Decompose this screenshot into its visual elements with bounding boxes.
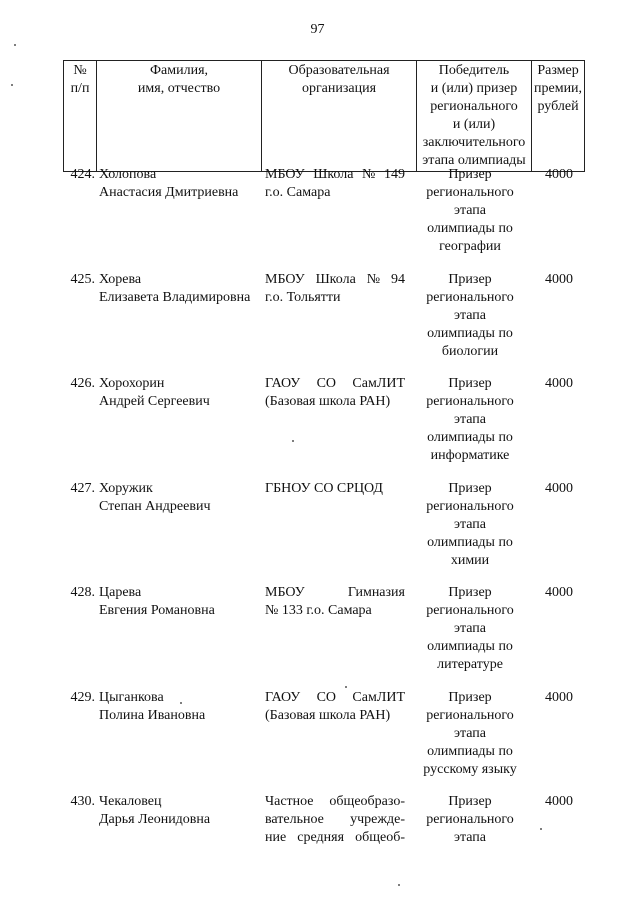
person-name <box>99 689 265 725</box>
person-name <box>99 480 265 516</box>
winner-status-line: регионального <box>426 498 514 514</box>
organization-line <box>265 793 405 811</box>
organization-word: № <box>362 167 376 182</box>
person-name-line: Андрей Сергеевич <box>99 394 210 409</box>
winner-status-line: биологии <box>441 343 499 359</box>
person-name-line: Хорева <box>99 271 142 287</box>
winner-status-line: Призер <box>448 794 492 809</box>
person-name-line: Цыганкова <box>99 689 164 705</box>
winner-status-line: этапа <box>453 621 487 636</box>
organization-word: СО <box>316 689 337 705</box>
winner-status-line: олимпиады по <box>427 430 513 445</box>
organization-word: средняя <box>297 830 345 845</box>
person-name <box>99 271 265 307</box>
organization-word: (Базовая школа РАН) <box>265 394 391 409</box>
winner-status-line: Призер <box>448 585 492 600</box>
table-header <box>63 60 585 172</box>
person-name-line: Чекаловец <box>99 794 162 809</box>
scan-speck <box>180 702 182 704</box>
winner-status <box>411 793 529 847</box>
person-name-line: Дарья Леонидовна <box>99 812 211 827</box>
header-org-line: Образовательная <box>288 63 390 78</box>
header-prize-line: Размер <box>537 63 579 78</box>
row-number: 427. <box>70 480 95 496</box>
person-name-line: Холопова <box>99 167 157 182</box>
winner-status-line: Призер <box>448 376 492 391</box>
winner-status-line: регионального <box>426 707 514 723</box>
winner-status <box>411 166 529 256</box>
winner-status-line: регионального <box>426 812 514 827</box>
organization <box>265 689 405 725</box>
person-name <box>99 375 265 411</box>
organization-word: общеоб- <box>355 830 405 845</box>
table-row <box>63 689 588 794</box>
organization-word: вательное <box>265 812 324 827</box>
person-name-line: Полина Ивановна <box>99 707 206 723</box>
header-winner-line: этапа олимпиады <box>422 153 526 168</box>
organization <box>265 793 405 847</box>
table-row <box>63 166 588 271</box>
winner-status-line: этапа <box>453 412 487 427</box>
winner-status-line: информатике <box>430 448 510 463</box>
table-row <box>63 375 588 480</box>
organization-line <box>265 184 405 202</box>
winner-status-line: химии <box>450 552 490 568</box>
header-name-cell <box>97 61 262 172</box>
winner-status-line: географии <box>439 239 501 254</box>
scan-speck <box>11 84 13 86</box>
header-prize-line: рублей <box>537 99 579 114</box>
organization-word: СО <box>316 376 337 391</box>
organization-word: ние <box>265 830 287 845</box>
prize-amount: 4000 <box>545 167 573 182</box>
winner-status <box>411 689 529 779</box>
organization-line <box>265 375 405 393</box>
person-name-line: Евгения Романовна <box>99 603 215 618</box>
winner-status-line: олимпиады по <box>427 639 513 654</box>
organization-word: МБОУ <box>265 167 305 182</box>
row-number: 425. <box>70 271 95 287</box>
organization <box>265 584 405 620</box>
header-org-line: организация <box>301 81 377 96</box>
organization <box>265 375 405 411</box>
winner-status-line: олимпиады по <box>427 534 513 550</box>
organization-word: № <box>366 271 381 287</box>
organization-word: Частное <box>265 794 314 809</box>
organization <box>265 271 405 307</box>
person-name <box>99 793 265 829</box>
winner-status-line: Призер <box>448 167 492 182</box>
organization-word: 149 <box>383 167 405 182</box>
organization-line <box>265 602 405 620</box>
prize-amount: 4000 <box>545 480 573 496</box>
winner-status <box>411 584 529 674</box>
organization-line <box>265 480 405 498</box>
organization-line <box>265 689 405 707</box>
table-row <box>63 480 588 585</box>
organization-word: ГАОУ <box>265 376 301 391</box>
header-winner-line: заключительного <box>422 135 526 150</box>
winner-status-line: олимпиады по <box>427 221 513 236</box>
winner-status-line: регионального <box>426 185 514 200</box>
winner-status-line: Призер <box>448 271 492 287</box>
header-winner-line: и (или) <box>452 117 496 132</box>
winner-status-line: олимпиады по <box>427 325 513 341</box>
header-num-line: № <box>73 63 87 78</box>
row-number: 424. <box>70 167 95 182</box>
page-number: 97 <box>310 22 325 37</box>
prize-amount: 4000 <box>545 585 573 600</box>
header-winner-line: и (или) призер <box>430 81 518 96</box>
winner-status-line: Призер <box>448 480 492 496</box>
organization-line <box>265 289 405 307</box>
organization-word: г.о. Самара <box>265 185 331 200</box>
scan-speck <box>398 884 400 886</box>
person-name <box>99 584 265 620</box>
table-body <box>63 166 588 898</box>
winner-status-line: этапа <box>453 725 487 741</box>
winner-status <box>411 375 529 465</box>
organization <box>265 166 405 202</box>
winner-status-line: этапа <box>453 307 487 323</box>
scan-speck <box>345 686 347 688</box>
organization-word: ГБНОУ СО СРЦОД <box>265 480 383 496</box>
organization-word: 94 <box>391 271 405 287</box>
organization-line <box>265 829 405 847</box>
organization-line <box>265 271 405 289</box>
winner-status-line: регионального <box>426 289 514 305</box>
organization-word: МБОУ <box>265 271 305 287</box>
organization-word: СамЛИТ <box>352 376 405 391</box>
winner-status-line: олимпиады по <box>427 743 513 759</box>
prize-amount: 4000 <box>545 794 573 809</box>
scan-speck <box>292 440 294 442</box>
organization-line <box>265 393 405 411</box>
organization-line <box>265 584 405 602</box>
organization-word: № 133 г.о. Самара <box>265 603 372 618</box>
organization-word: Гимназия <box>347 585 405 600</box>
scan-speck <box>540 828 542 830</box>
person-name-line: Царева <box>99 585 142 600</box>
scan-speck <box>14 44 16 46</box>
table-row <box>63 584 588 689</box>
header-prize-line: премии, <box>534 81 583 96</box>
header-name-line: имя, отчество <box>137 81 221 96</box>
organization-word: МБОУ <box>265 585 305 600</box>
header-winner-line: Победитель <box>438 63 510 78</box>
winner-status-line: русскому языку <box>423 761 517 777</box>
winner-status <box>411 271 529 361</box>
person-name-line: Елизавета Владимировна <box>99 289 251 305</box>
header-num-cell <box>64 61 97 172</box>
person-name-line: Хорохорин <box>99 376 165 391</box>
prize-amount: 4000 <box>545 689 573 705</box>
row-number: 429. <box>70 689 95 705</box>
header-num-line: п/п <box>70 81 90 96</box>
header-name-line: Фамилия, <box>149 63 209 78</box>
header-winner-cell <box>417 61 532 172</box>
person-name-line: Хоружик <box>99 480 153 496</box>
person-name-line: Степан Андреевич <box>99 498 211 514</box>
organization-line <box>265 811 405 829</box>
winner-status-line: этапа <box>453 830 487 845</box>
winner-status-line: этапа <box>453 516 487 532</box>
winner-status-line: этапа <box>453 203 487 218</box>
table-row <box>63 271 588 376</box>
winner-status-line: литературе <box>437 657 503 672</box>
header-prize-cell <box>532 61 585 172</box>
winner-status-line: регионального <box>426 603 514 618</box>
organization-word: учрежде- <box>350 812 405 827</box>
organization-word: СамЛИТ <box>352 689 405 705</box>
organization-word: Школа <box>315 271 356 287</box>
table-row <box>63 793 588 898</box>
row-number: 428. <box>70 585 95 600</box>
header-winner-line: регионального <box>430 99 518 114</box>
organization-word: общеобразо- <box>329 794 405 809</box>
organization-word: Школа <box>313 167 354 182</box>
organization-line <box>265 166 405 184</box>
row-number: 426. <box>70 376 95 391</box>
winner-status <box>411 480 529 570</box>
prize-amount: 4000 <box>545 376 573 391</box>
person-name <box>99 166 265 202</box>
organization-word: ГАОУ <box>265 689 301 705</box>
prize-amount: 4000 <box>545 271 573 287</box>
person-name-line: Анастасия Дмитриевна <box>99 185 239 200</box>
organization-word: г.о. Тольятти <box>265 289 341 305</box>
organization <box>265 480 405 498</box>
row-number: 430. <box>70 794 95 809</box>
organization-line <box>265 707 405 725</box>
winner-status-line: регионального <box>426 394 514 409</box>
organization-word: (Базовая школа РАН) <box>265 707 391 723</box>
header-org-cell <box>262 61 417 172</box>
winner-status-line: Призер <box>448 689 492 705</box>
